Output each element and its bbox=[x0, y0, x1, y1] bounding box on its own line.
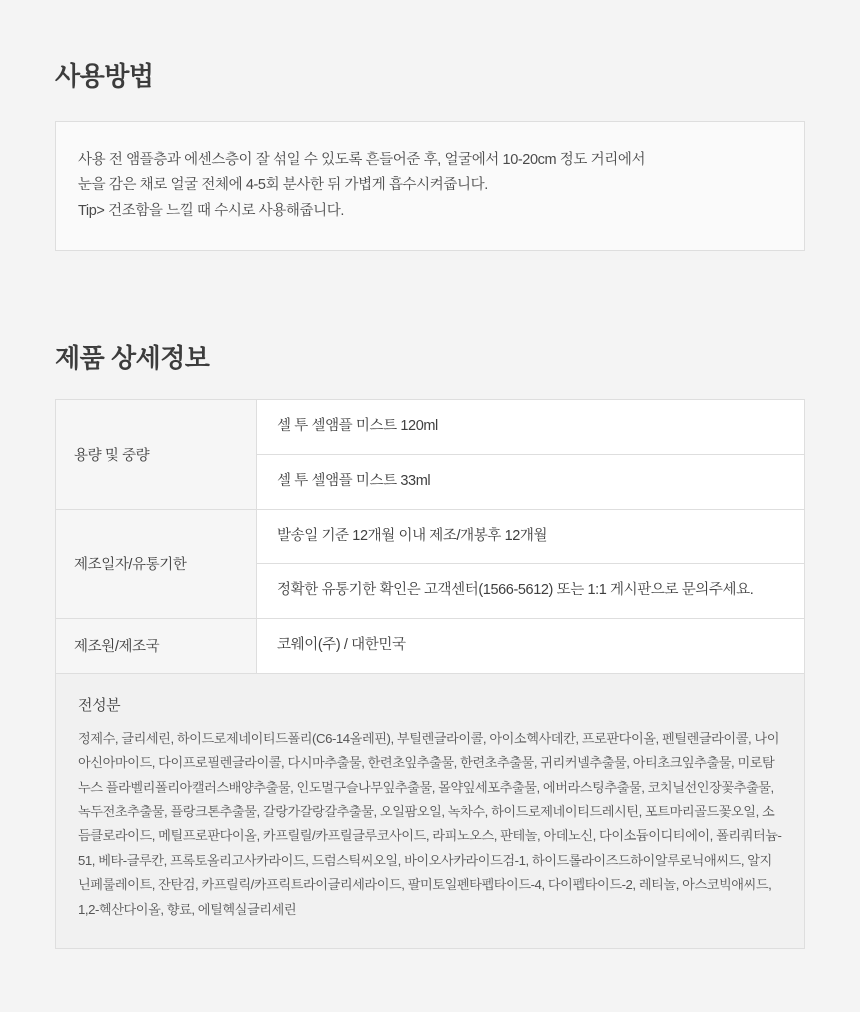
ingredients-box bbox=[55, 674, 805, 949]
usage-section bbox=[55, 56, 805, 251]
table-row bbox=[56, 509, 805, 564]
spec-label-manufacture-date: 제조일자/유통기한 bbox=[56, 509, 257, 619]
spec-label-manufacturer: 제조원/제조국 bbox=[56, 619, 257, 674]
spec-label-volume: 용량 및 중량 bbox=[56, 400, 257, 510]
ingredients-title: 전성분 bbox=[78, 696, 121, 714]
spec-value-expiry-notice: 정확한 유통기한 확인은 고객센터(1566-5612) 또는 1:1 게시판으로 문의주세요. bbox=[257, 564, 805, 619]
spec-value-volume-33: 셀 투 셀앰플 미스트 33ml bbox=[257, 454, 805, 509]
usage-heading: 사용방법 bbox=[55, 61, 154, 91]
usage-line: 눈을 감은 채로 얼굴 전체에 4-5회 분사한 뒤 가볍게 흡수시켜줍니다. bbox=[78, 177, 488, 194]
usage-line: 사용 전 앰플층과 에센스층이 잘 섞일 수 있도록 흔들어준 후, 얼굴에서 10-20cm 정도 거리에서 bbox=[78, 152, 646, 168]
table-row bbox=[56, 400, 805, 455]
spec-table bbox=[55, 399, 805, 674]
detail-section bbox=[55, 338, 805, 949]
spec-value-manufacture-date: 발송일 기준 12개월 이내 제조/개봉후 12개월 bbox=[257, 509, 805, 564]
spec-value-volume-120: 셀 투 셀앰플 미스트 120ml bbox=[257, 400, 805, 455]
ingredients-text: 정제수, 글리세린, 하이드로제네이티드폴리(C6-14올레핀), 부틸렌글라이콜, 아이소헥사데칸, 프로판다이올, 펜틸렌글라이콜, 나이아신아마이드, 다이프로필렌글라이콜, 다시마추출물, 한련초잎추출물, 한련초추출물, 귀리커넬추출물, 아티초크잎추출물, 미로탐누스 플라벨리폴리아캘러스배양추출물, 인도멀구슬나무잎추출물, 몰약잎세포추출물, 에버라스팅추출물, 코치닐선인장꽃추출물, 녹두전초추출물, 플랑크톤추출물, 갈랑가갈랑갈추출물, 오일팜오일, 녹차수, 하이드로제네이티드레시틴, 포트마리골드꽃오일, 소듬클로라이드, 메틸프로판다이올, 카프릴릴/카프릴글루코사이드, 라피노오스, 판테놀, 아데노신, 다이소듐이디티에이, 폴리쿼터늄-51, 베타-글루칸, 프록토올리고사카라이드, 드럼스틱씨오일, 바이오사카라이드검-1, 하이드롤라이즈드하이알루로닉애씨드, 알지닌페룰레이트, 잔탄검, 카프릴릭/카프릭트라이글리세라이드, 팔미토일펜타펩타이드-4, 다이펩타이드-2, 레티놀, 아스코빅애씨드, 1,2-헥산다이올, 향료, 에틸헥실글리세린 bbox=[78, 730, 782, 917]
spec-value-manufacturer: 코웨이(주) / 대한민국 bbox=[257, 619, 805, 674]
usage-box bbox=[55, 121, 805, 251]
usage-line: Tip> 건조함을 느낄 때 수시로 사용해줍니다. bbox=[78, 202, 344, 219]
detail-heading: 제품 상세정보 bbox=[55, 343, 210, 373]
table-row bbox=[56, 619, 805, 674]
